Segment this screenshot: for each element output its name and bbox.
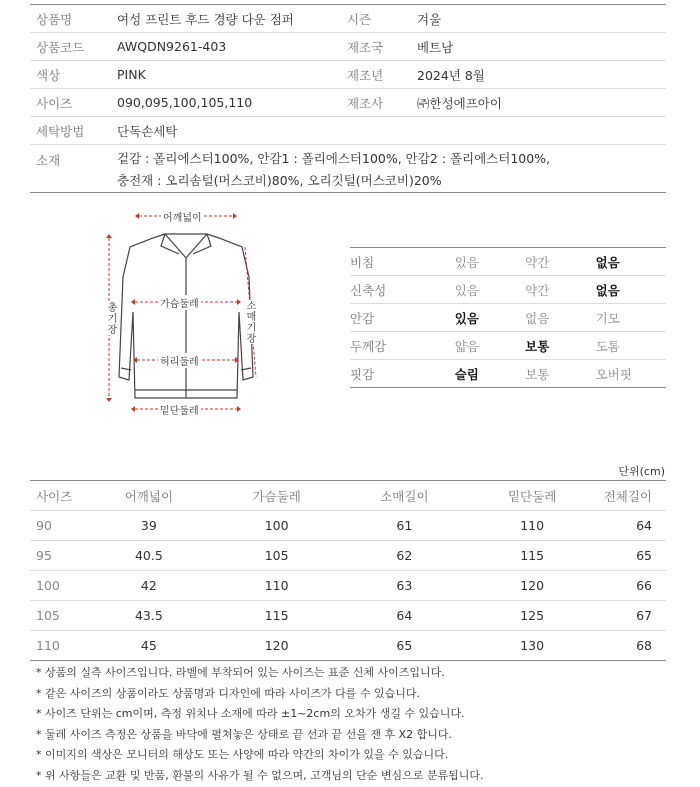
fit-option: 기모 (595, 310, 620, 326)
table-cell: 66 (636, 578, 652, 593)
table-cell: 110 (264, 578, 289, 593)
info-row (30, 89, 666, 117)
size-table-header (30, 481, 666, 511)
fit-label: 두께감 (350, 338, 387, 354)
table-cell: 115 (264, 608, 289, 623)
fit-option: 있음 (454, 254, 479, 270)
note-item: * 상품의 실측 사이즈입니다. 라벨에 부착되어 있는 사이즈는 표준 신체 사이즈입니다. (36, 666, 445, 679)
fit-option-selected: 보통 (525, 338, 550, 354)
product-name-value: 여성 프린트 후드 경량 다운 점퍼 (117, 11, 294, 27)
table-cell: 120 (264, 638, 289, 653)
material-value (117, 148, 550, 192)
fit-label: 안감 (350, 310, 375, 326)
product-code-value: AWQDN9261-403 (117, 39, 227, 54)
info-row (30, 117, 666, 145)
table-cell: 100 (36, 578, 60, 593)
season-label: 시즌 (347, 11, 372, 27)
fit-label: 신축성 (350, 282, 387, 298)
note-item: * 둘레 사이즈 측정은 상품을 바닥에 펼쳐놓은 상태로 끝 선과 끝 선을 잰 후 X2 합니다. (36, 727, 453, 741)
maker-label: 제조사 (347, 95, 384, 111)
fit-row (350, 248, 666, 276)
column-header: 사이즈 (36, 488, 73, 504)
table-cell: 40.5 (134, 548, 163, 563)
manufacture-date-value: 2024년 8월 (417, 67, 485, 83)
table-row (30, 601, 666, 631)
season-value: 겨울 (417, 11, 442, 27)
table-cell: 45 (140, 638, 157, 653)
country-value: 베트남 (417, 39, 454, 55)
table-row (30, 511, 666, 541)
fit-option: 보통 (525, 366, 550, 382)
note-item: * 사이즈 단위는 cm이며, 측정 위치나 소재에 따라 ±1~2cm의 오차가 생길 수 있습니다. (36, 707, 465, 721)
table-cell: 120 (520, 578, 545, 593)
fit-label: 핏감 (350, 366, 375, 382)
hem-label: 밑단둘레 (158, 402, 201, 417)
fit-option: 도톰 (595, 338, 620, 354)
country-label: 제조국 (347, 39, 384, 55)
note-item: * 같은 사이즈의 상품이라도 상품명과 디자인에 따라 사이즈가 다를 수 있습니다. (36, 686, 420, 700)
color-value: PINK (117, 67, 146, 82)
fit-option-selected: 없음 (595, 282, 620, 298)
notes (36, 663, 483, 787)
table-cell: 42 (140, 578, 157, 593)
manufacture-date-label: 제조년 (347, 67, 384, 83)
fit-option: 오버핏 (595, 366, 632, 382)
material-line: 충전재 : 오리솜털(머스코비)80%, 오리깃털(머스코비)20% (117, 173, 442, 188)
table-cell: 105 (36, 608, 60, 623)
note-item: * 이미지의 색상은 모니터의 해상도 또는 사양에 따라 약간의 차이가 있을 수 있습니다. (36, 748, 449, 762)
material-label: 소재 (36, 153, 61, 168)
table-row (30, 631, 666, 661)
table-cell: 67 (636, 608, 652, 623)
fit-option: 없음 (525, 310, 550, 326)
table-cell: 65 (396, 638, 413, 653)
table-cell: 65 (636, 548, 652, 563)
fit-row (350, 304, 666, 332)
info-row (30, 61, 666, 89)
fit-option: 있음 (454, 282, 479, 298)
table-cell: 63 (396, 578, 413, 593)
table-cell: 39 (140, 518, 157, 533)
table-cell: 68 (636, 638, 652, 653)
column-header: 밑단둘레 (507, 488, 557, 504)
table-cell: 90 (36, 518, 52, 533)
table-cell: 125 (520, 608, 545, 623)
table-cell: 100 (264, 518, 289, 533)
fit-option: 약간 (525, 282, 550, 298)
table-cell: 110 (36, 638, 60, 653)
fit-row (350, 276, 666, 304)
column-header: 전체길이 (603, 488, 652, 504)
table-cell: 115 (520, 548, 545, 563)
fit-option: 얇음 (454, 338, 479, 354)
column-header: 소매길이 (380, 488, 429, 504)
chest-label: 가슴둘레 (158, 295, 201, 310)
size-value: 090,095,100,105,110 (117, 95, 253, 110)
maker-value: ㈜한성에프아이 (417, 95, 502, 111)
shoulder-label: 어깨넓이 (161, 209, 204, 224)
fit-row (350, 332, 666, 360)
color-label: 색상 (36, 67, 61, 83)
wash-label: 세탁방법 (36, 123, 85, 139)
table-cell: 62 (396, 548, 413, 563)
info-row (30, 33, 666, 61)
fit-option-selected: 슬림 (454, 366, 479, 382)
note-item: * 위 사항들은 교환 및 반품, 환불의 사유가 될 수 없으며, 고객님의 단순 변심으로 분류됩니다. (36, 768, 484, 782)
waist-label: 허리둘레 (158, 353, 201, 368)
column-header: 가슴둘레 (252, 488, 301, 504)
column-header: 어깨넓이 (124, 488, 174, 504)
product-info-table (30, 4, 666, 193)
fit-row (350, 360, 666, 388)
sleeve-length-label: 소매기장 (244, 300, 255, 344)
fit-option-selected: 없음 (595, 254, 620, 270)
fit-table (350, 247, 666, 388)
table-cell: 64 (636, 518, 652, 533)
material-line: 겉감 : 폴리에스터100%, 안감1 : 폴리에스터100%, 안감2 : 폴리에스터100%, (117, 151, 551, 166)
table-row (30, 541, 666, 571)
product-code-label: 상품코드 (36, 39, 85, 55)
fit-option-selected: 있음 (454, 310, 479, 326)
unit-label: 단위(cm) (618, 465, 665, 478)
table-cell: 105 (264, 548, 289, 563)
table-cell: 110 (520, 518, 545, 533)
table-cell: 64 (396, 608, 413, 623)
fit-option: 약간 (525, 254, 550, 270)
wash-value: 단독손세탁 (117, 123, 178, 139)
table-cell: 130 (520, 638, 545, 653)
table-cell: 61 (396, 518, 413, 533)
measurement-diagram (95, 202, 270, 420)
table-cell: 95 (36, 548, 52, 563)
total-length-label: 총기장 (105, 302, 116, 335)
size-table (30, 480, 666, 661)
size-label: 사이즈 (36, 95, 73, 111)
info-row (30, 145, 666, 193)
info-row (30, 5, 666, 33)
fit-label: 비침 (350, 254, 375, 270)
table-cell: 43.5 (134, 608, 163, 623)
table-row (30, 571, 666, 601)
product-name-label: 상품명 (36, 11, 73, 27)
